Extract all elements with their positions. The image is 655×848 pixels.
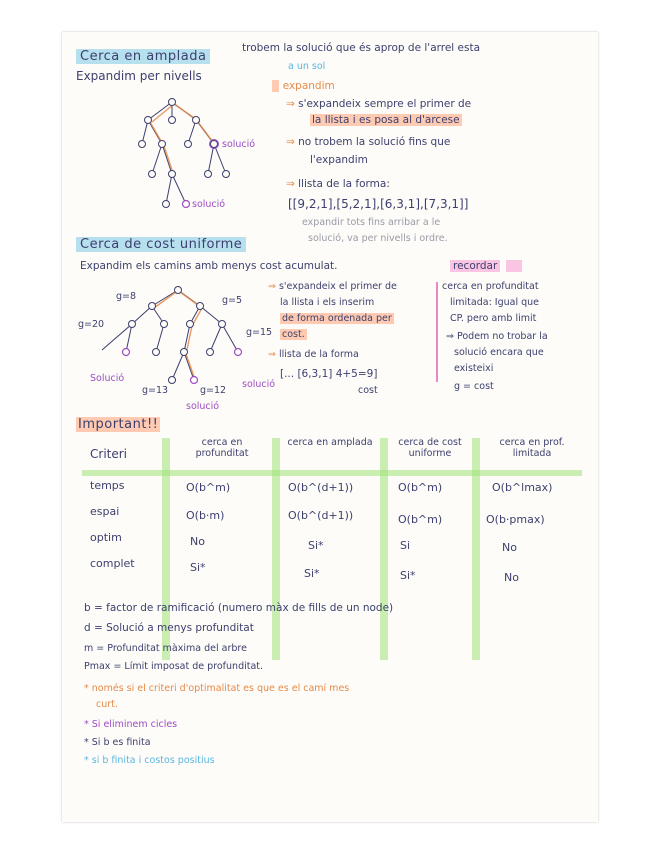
table-row-complet-label: complet [90, 557, 135, 570]
table-header-criteri: Criteri [90, 447, 128, 461]
table-cell-optim-cost-uniforme: Si [400, 539, 411, 552]
table-row-espai-label: espai [90, 505, 120, 518]
table-cell-complet-profunditat: Si* [190, 561, 206, 574]
uniform-bullet-1b: la llista i els inserim [280, 297, 375, 308]
table-cell-complet-amplada: Si* [304, 567, 320, 580]
breadth-grey-note-a: expandir tots fins arribar a le [302, 217, 441, 228]
uniform-right-a: cerca en profunditat [442, 281, 539, 292]
breadth-note-sub: a un sol [288, 61, 326, 72]
uniform-right-c: CP. pero amb limit [450, 313, 537, 324]
breadth-tree-label-2: solució [192, 199, 226, 210]
table-cell-temps-amplada: O(b^(d+1)) [288, 481, 354, 494]
breadth-note-top: trobem la solució que és aprop de l'arrel esta [242, 42, 481, 54]
footnote-orange-a: * només si el criteri d'optimalitat es que es el camí mes [84, 683, 350, 694]
table-cell-optim-amplada: Si* [308, 539, 324, 552]
breadth-tree-label-1: solució [222, 139, 256, 150]
uniform-g20-label: g=20 [78, 319, 105, 330]
footnote-dark: * Si b es finita [84, 737, 151, 748]
definition-d: d = Solució a menys profunditat [84, 622, 254, 634]
important-title: Important!! [78, 417, 159, 432]
breadth-list-expression: [[9,2,1],[5,2,1],[6,3,1],[7,3,1]] [288, 197, 469, 211]
uniform-right-e: solució encara que [454, 347, 544, 358]
uniform-solucio-label-1: Solució [90, 373, 125, 384]
uniform-g8-label: g=8 [116, 291, 137, 302]
uniform-bullet-1a: ⇒ s'expandeix el primer de [268, 281, 397, 292]
table-row-temps-label: temps [90, 479, 125, 492]
breadth-subtitle: Expandim per nivells [76, 69, 202, 83]
breadth-bullet-1b: la llista i es posa al d'arcese [312, 114, 460, 126]
uniform-list-expression: [... [6,3,1] 4+5=9] [280, 368, 378, 380]
uniform-right-d: ⇒ Podem no trobar la [446, 331, 548, 342]
uniform-solucio-label-2: solució [242, 379, 276, 390]
footnote-purple: * Si eliminem cicles [84, 719, 178, 730]
table-header-cost-uniforme: cerca de cost uniforme [398, 437, 462, 459]
table-cell-complet-prof-limitada: No [504, 571, 519, 584]
uniform-bullet-1c: de forma ordenada per [282, 313, 392, 324]
definition-pmax: Pmax = Límit imposat de profunditat. [84, 661, 264, 672]
breadth-bullet-1a: ⇒ s'expandeix sempre el primer de [286, 98, 472, 110]
breadth-grey-note-b: solució, va per nivells i ordre. [308, 233, 448, 244]
table-cell-temps-profunditat: O(b^m) [186, 481, 231, 494]
uniform-g15-label: g=15 [246, 327, 273, 338]
breadth-title: Cerca en amplada [76, 50, 210, 65]
definition-b: b = factor de ramificació (numero màx de fills de un node) [84, 602, 394, 614]
table-cell-espai-prof-limitada: O(b·pmax) [486, 513, 545, 526]
breadth-bullet-3: ⇒ llista de la forma: [286, 178, 390, 190]
definition-m: m = Profunditat màxima del arbre [84, 643, 247, 654]
table-cell-temps-cost-uniforme: O(b^m) [398, 481, 443, 494]
breadth-expandim-label: expandim [272, 80, 335, 92]
footnote-orange-b: curt. [96, 699, 118, 710]
uniform-right-f: existeixi [454, 363, 494, 374]
uniform-cost-label: cost [358, 385, 378, 396]
uniform-g13-label: g=13 [142, 385, 169, 396]
table-cell-espai-amplada: O(b^(d+1)) [288, 509, 354, 522]
table-green-hline [82, 470, 582, 476]
table-header-prof-limitada: cerca en prof. limitada [499, 437, 565, 459]
table-cell-optim-prof-limitada: No [502, 541, 517, 554]
uniform-solucio-label-3: solució [186, 401, 220, 412]
table-cell-temps-prof-limitada: O(b^lmax) [492, 481, 553, 494]
uniform-right-b: limitada: Igual que [450, 297, 540, 308]
uniform-right-g: g = cost [454, 381, 494, 392]
table-cell-optim-profunditat: No [190, 535, 205, 548]
notebook-page [62, 32, 598, 822]
uniform-bullet-2: ⇒ llista de la forma [268, 349, 359, 360]
table-cell-espai-cost-uniforme: O(b^m) [398, 513, 443, 526]
uniform-recordar: recordar [450, 260, 522, 272]
breadth-bullet-2b: l'expandim [310, 154, 368, 166]
uniform-g12-label: g=12 [200, 385, 227, 396]
uniform-right-divider [436, 282, 438, 382]
table-cell-complet-cost-uniforme: Si* [400, 569, 416, 582]
footnote-cyan: * si b finita i costos positius [84, 755, 215, 766]
uniform-title: Cerca de cost uniforme [76, 238, 246, 253]
breadth-bullet-2a: ⇒ no trobem la solució fins que [286, 136, 451, 148]
uniform-subtitle: Expandim els camins amb menys cost acumulat. [80, 260, 338, 272]
table-row-optim-label: optim [90, 531, 122, 544]
table-cell-espai-profunditat: O(b·m) [186, 509, 225, 522]
uniform-g5-label: g=5 [222, 295, 243, 306]
table-header-amplada: cerca en amplada [287, 437, 373, 448]
table-header-profunditat: cerca en profunditat [195, 437, 249, 459]
uniform-bullet-1d: cost. [282, 329, 305, 340]
